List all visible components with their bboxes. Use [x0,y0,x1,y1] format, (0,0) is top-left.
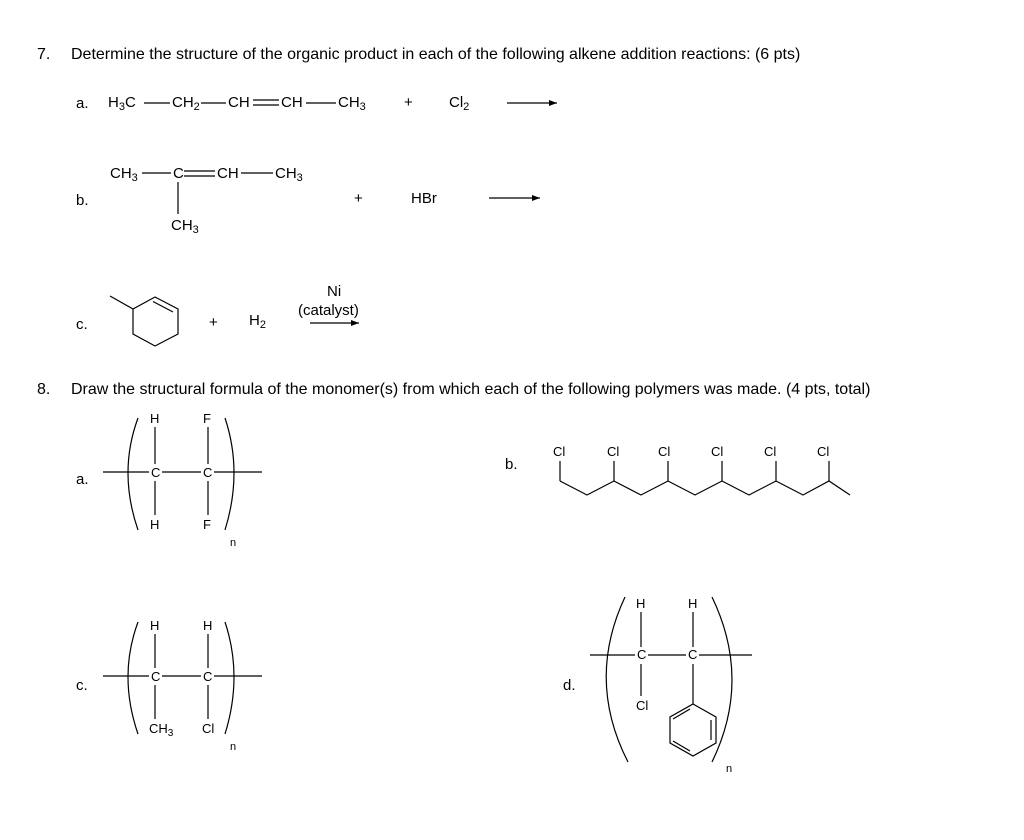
q7c-catalyst-top: Ni [327,283,342,300]
q8b-cl-2: Cl [607,444,620,459]
q8c-n: n [230,741,237,753]
q8a-bonds [103,427,262,515]
q7b-ch3-branch: $CH_3$ [171,217,199,236]
q8d-n: n [726,763,733,775]
q8a-top-left: H [150,411,160,426]
q8d-left-bracket [606,597,628,762]
q7a-bonds [144,100,336,105]
q8d-top-right: H [688,596,698,611]
q7c-reagent: $H_2$ [249,312,266,331]
q7c-label: c. [76,316,88,333]
q7b-ch3-right: $CH_3$ [275,165,303,184]
q8b-cl-6: Cl [817,444,830,459]
q8c-right-bracket [225,622,234,734]
q8c-top-right: H [203,618,213,633]
q8a-left-bracket [128,418,138,530]
q8a-bottom-left: H [150,517,160,532]
q8d-top-left: H [636,596,646,611]
q8c-top-left: H [150,618,160,633]
q8a-bottom-right: F [203,517,211,532]
q8b-zigzag [560,461,850,495]
q8a-label: a. [76,471,89,488]
q8b-label: b. [505,456,518,473]
q8c-c2: C [203,669,213,684]
q7a-ch-right: CH [281,94,303,111]
q8-number: 8. [37,381,51,398]
q8d-bottom-left: Cl [636,698,649,713]
q7a-label: a. [76,95,89,112]
q8a-right-bracket [225,418,234,530]
q7b-reagent: HBr [411,190,437,207]
q8b-cl-1: Cl [553,444,566,459]
q8a-n: n [230,537,237,549]
q8a-top-right: F [203,411,211,426]
q7b-bonds [142,171,273,214]
q8d-benzene-ring [670,704,716,756]
q8-prompt: Draw the structural formula of the monomer(s) from which each of the following polymers was made. (4 pts, total) [71,381,871,398]
q8c-bottom-right: Cl [202,721,215,736]
q7b-ch: CH [217,165,239,182]
q7b-label: b. [76,192,89,209]
q7a-ch-left: CH [228,94,250,111]
q8c-bonds [103,634,262,719]
q8d-c1: C [637,647,647,662]
q7a-h3c: $H_3C$ [108,94,136,113]
q7-prompt: Determine the structure of the organic product in each of the following alkene addition reactions: (6 pts) [71,46,801,63]
q8d-label: d. [563,677,576,694]
q8c-c1: C [151,669,161,684]
q8a-c1: C [151,465,161,480]
q7a-ch3: $CH_3$ [338,94,366,113]
q8a-c2: C [203,465,213,480]
q7b-plus: + [354,190,363,207]
q8c-label: c. [76,677,88,694]
q8c-bottom-left: $CH_3$ [149,721,174,739]
q7a-ch2: $CH_2$ [172,94,200,113]
q7c-plus: + [209,314,218,331]
q8d-right-bracket [712,597,732,762]
q7b-ch3-left: $CH_3$ [110,165,138,184]
q8b-cl-5: Cl [764,444,777,459]
q8b-cl-4: Cl [711,444,724,459]
q7b-c: C [173,165,184,182]
q7a-reagent: $Cl_2$ [449,94,470,113]
q8d-c2: C [688,647,698,662]
q7c-catalyst-bottom: (catalyst) [298,302,359,319]
q8b-cl-3: Cl [658,444,671,459]
q8c-left-bracket [128,622,138,734]
q7a-plus: + [404,94,413,111]
q7-number: 7. [37,46,51,63]
q7c-methylcyclohexene [110,296,178,346]
